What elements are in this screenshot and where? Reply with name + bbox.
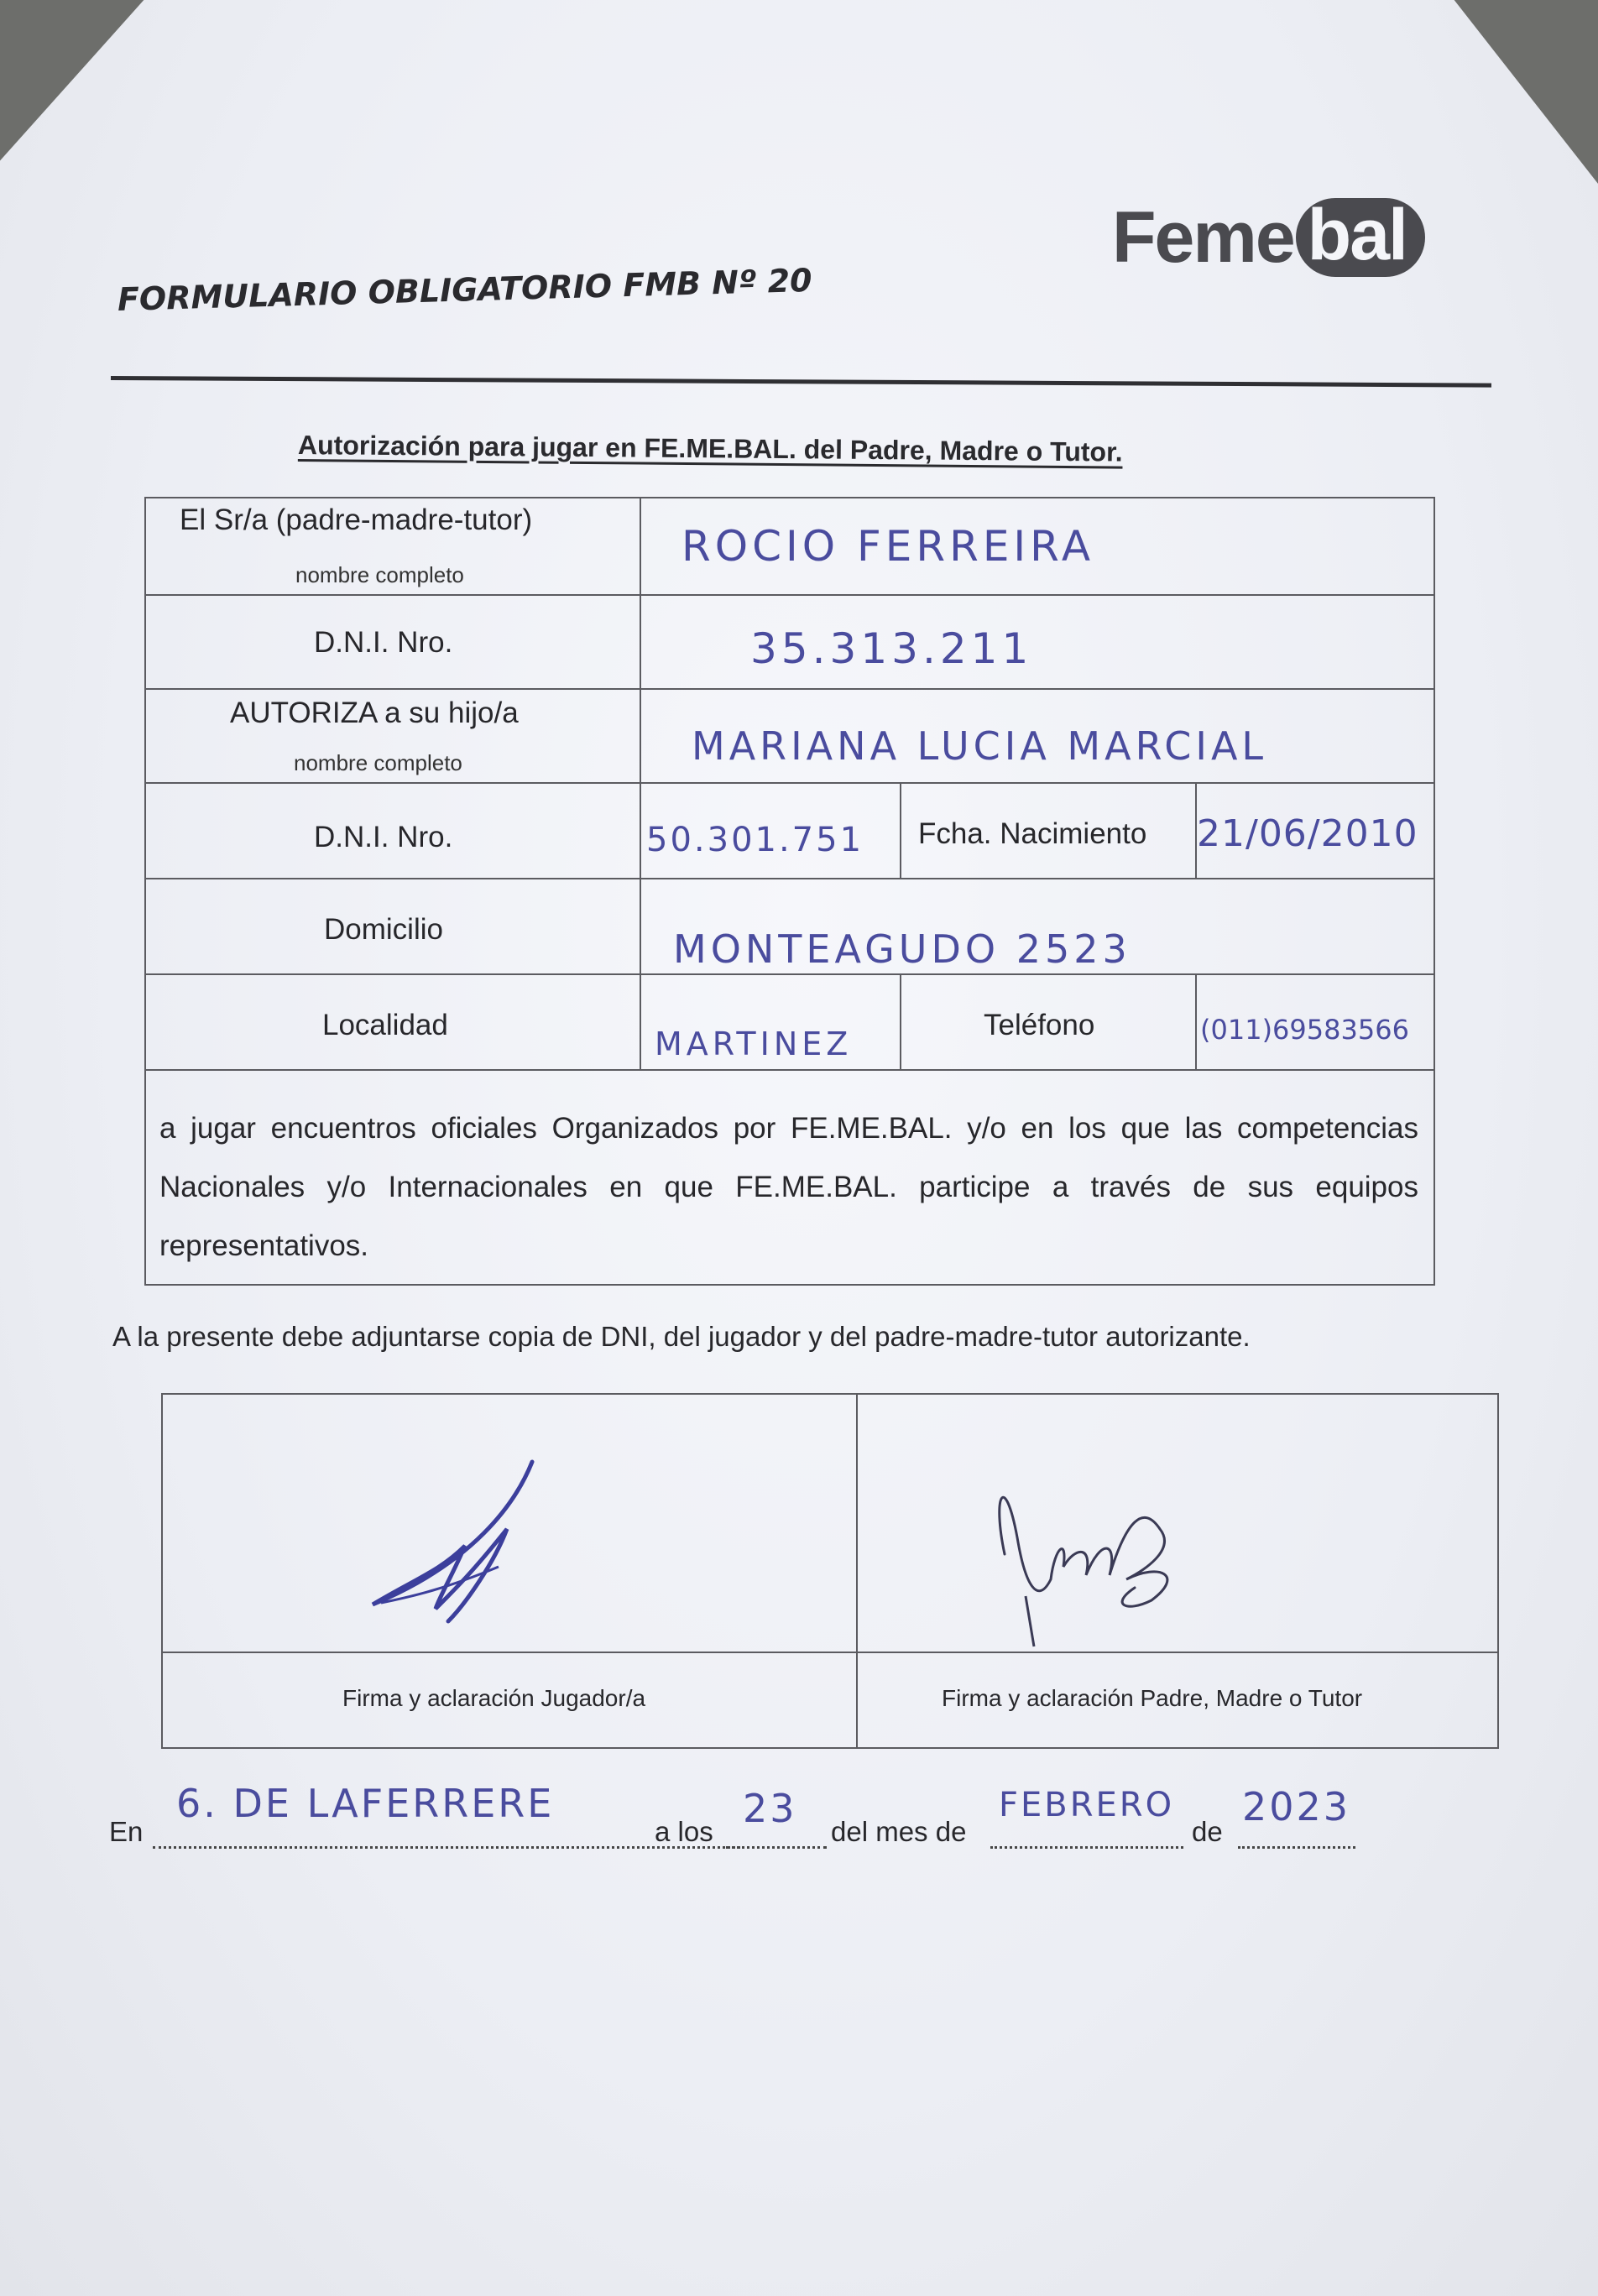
address-label-cell <box>144 878 641 975</box>
attachment-note: A la presente debe adjuntarse copia de DNI, del jugador y del padre-madre-tutor autorizante. <box>112 1321 1251 1352</box>
place-value: 6. DE LAFERRERE <box>176 1781 555 1826</box>
form-heading: Autorización para jugar en FE.ME.BAL. del Padre, Madre o Tutor. <box>297 430 1123 467</box>
child-name-value: MARIANA LUCIA MARCIAL <box>692 723 1268 769</box>
address-label: Domicilio <box>324 913 443 946</box>
tutor-sublabel: nombre completo <box>295 562 464 587</box>
child-dni-value-cell[interactable] <box>640 782 901 879</box>
birth-value: 21/06/2010 <box>1197 812 1418 855</box>
signing-date-line <box>109 1781 1418 1855</box>
tutor-dni-label: D.N.I. Nro. <box>314 626 453 659</box>
birth-label: Fcha. Nacimiento <box>918 817 1147 850</box>
mes-label: del mes de <box>831 1816 967 1847</box>
phone-label-cell <box>900 973 1197 1071</box>
logo-text-bal: bal <box>1296 198 1425 277</box>
year-value: 2023 <box>1242 1784 1351 1829</box>
tutor-dni-value-cell[interactable] <box>640 594 1435 690</box>
player-signature-label: Firma y aclaración Jugador/a <box>342 1685 646 1711</box>
month-value: FEBRERO <box>999 1786 1175 1824</box>
child-value-cell[interactable] <box>640 688 1435 784</box>
parent-signature-scribble <box>858 1395 1501 1655</box>
birth-value-cell[interactable] <box>1195 782 1435 879</box>
city-value: MARTINEZ <box>655 1025 853 1062</box>
child-sublabel: nombre completo <box>294 750 462 775</box>
player-signature-box[interactable] <box>161 1393 858 1653</box>
tutor-dni-label-cell <box>144 594 641 690</box>
tutor-name-value: ROCIO FERREIRA <box>682 522 1095 571</box>
child-label-cell <box>144 688 641 784</box>
tutor-label: El Sr/a (padre-madre-tutor) <box>180 504 533 536</box>
form-title: FORMULARIO OBLIGATORIO FMB Nº 20 <box>117 261 813 318</box>
city-label-cell <box>144 973 641 1071</box>
birth-label-cell <box>900 782 1197 879</box>
femebal-logo <box>1112 191 1425 284</box>
authorization-table <box>144 497 1435 1286</box>
a-los-label: a los <box>655 1816 713 1847</box>
de-label: de <box>1192 1816 1223 1847</box>
authorization-paragraph: a jugar encuentros oficiales Organizados por FE.ME.BAL. y/o en los que las competencias Nacionales y/o Internacionales en que FE.ME.BAL. participe a través de sus equipos representativos. <box>159 1112 1418 1262</box>
signature-table <box>161 1393 1499 1749</box>
phone-value-cell[interactable] <box>1195 973 1435 1071</box>
player-signature-scribble <box>163 1395 859 1655</box>
parent-signature-label: Firma y aclaración Padre, Madre o Tutor <box>942 1685 1363 1711</box>
child-dni-label-cell <box>144 782 641 879</box>
child-dni-value: 50.301.751 <box>646 821 864 859</box>
child-label: AUTORIZA a su hijo/a <box>230 697 519 729</box>
tutor-dni-value: 35.313.211 <box>750 624 1033 673</box>
city-label: Localidad <box>322 1009 448 1041</box>
parent-signature-box[interactable] <box>856 1393 1499 1653</box>
address-value: MONTEAGUDO 2523 <box>673 926 1131 972</box>
tutor-value-cell[interactable] <box>640 497 1435 596</box>
phone-value: (011)69583566 <box>1200 1014 1409 1046</box>
phone-label: Teléfono <box>984 1009 1095 1041</box>
city-value-cell[interactable] <box>640 973 901 1071</box>
child-dni-label: D.N.I. Nro. <box>314 821 453 853</box>
parent-signature-label-cell <box>856 1652 1499 1749</box>
en-label: En <box>109 1816 144 1847</box>
player-signature-label-cell <box>161 1652 858 1749</box>
tutor-label-cell <box>144 497 641 596</box>
logo-text-feme: Feme <box>1112 196 1294 278</box>
day-value: 23 <box>743 1786 797 1831</box>
address-value-cell[interactable] <box>640 878 1435 975</box>
